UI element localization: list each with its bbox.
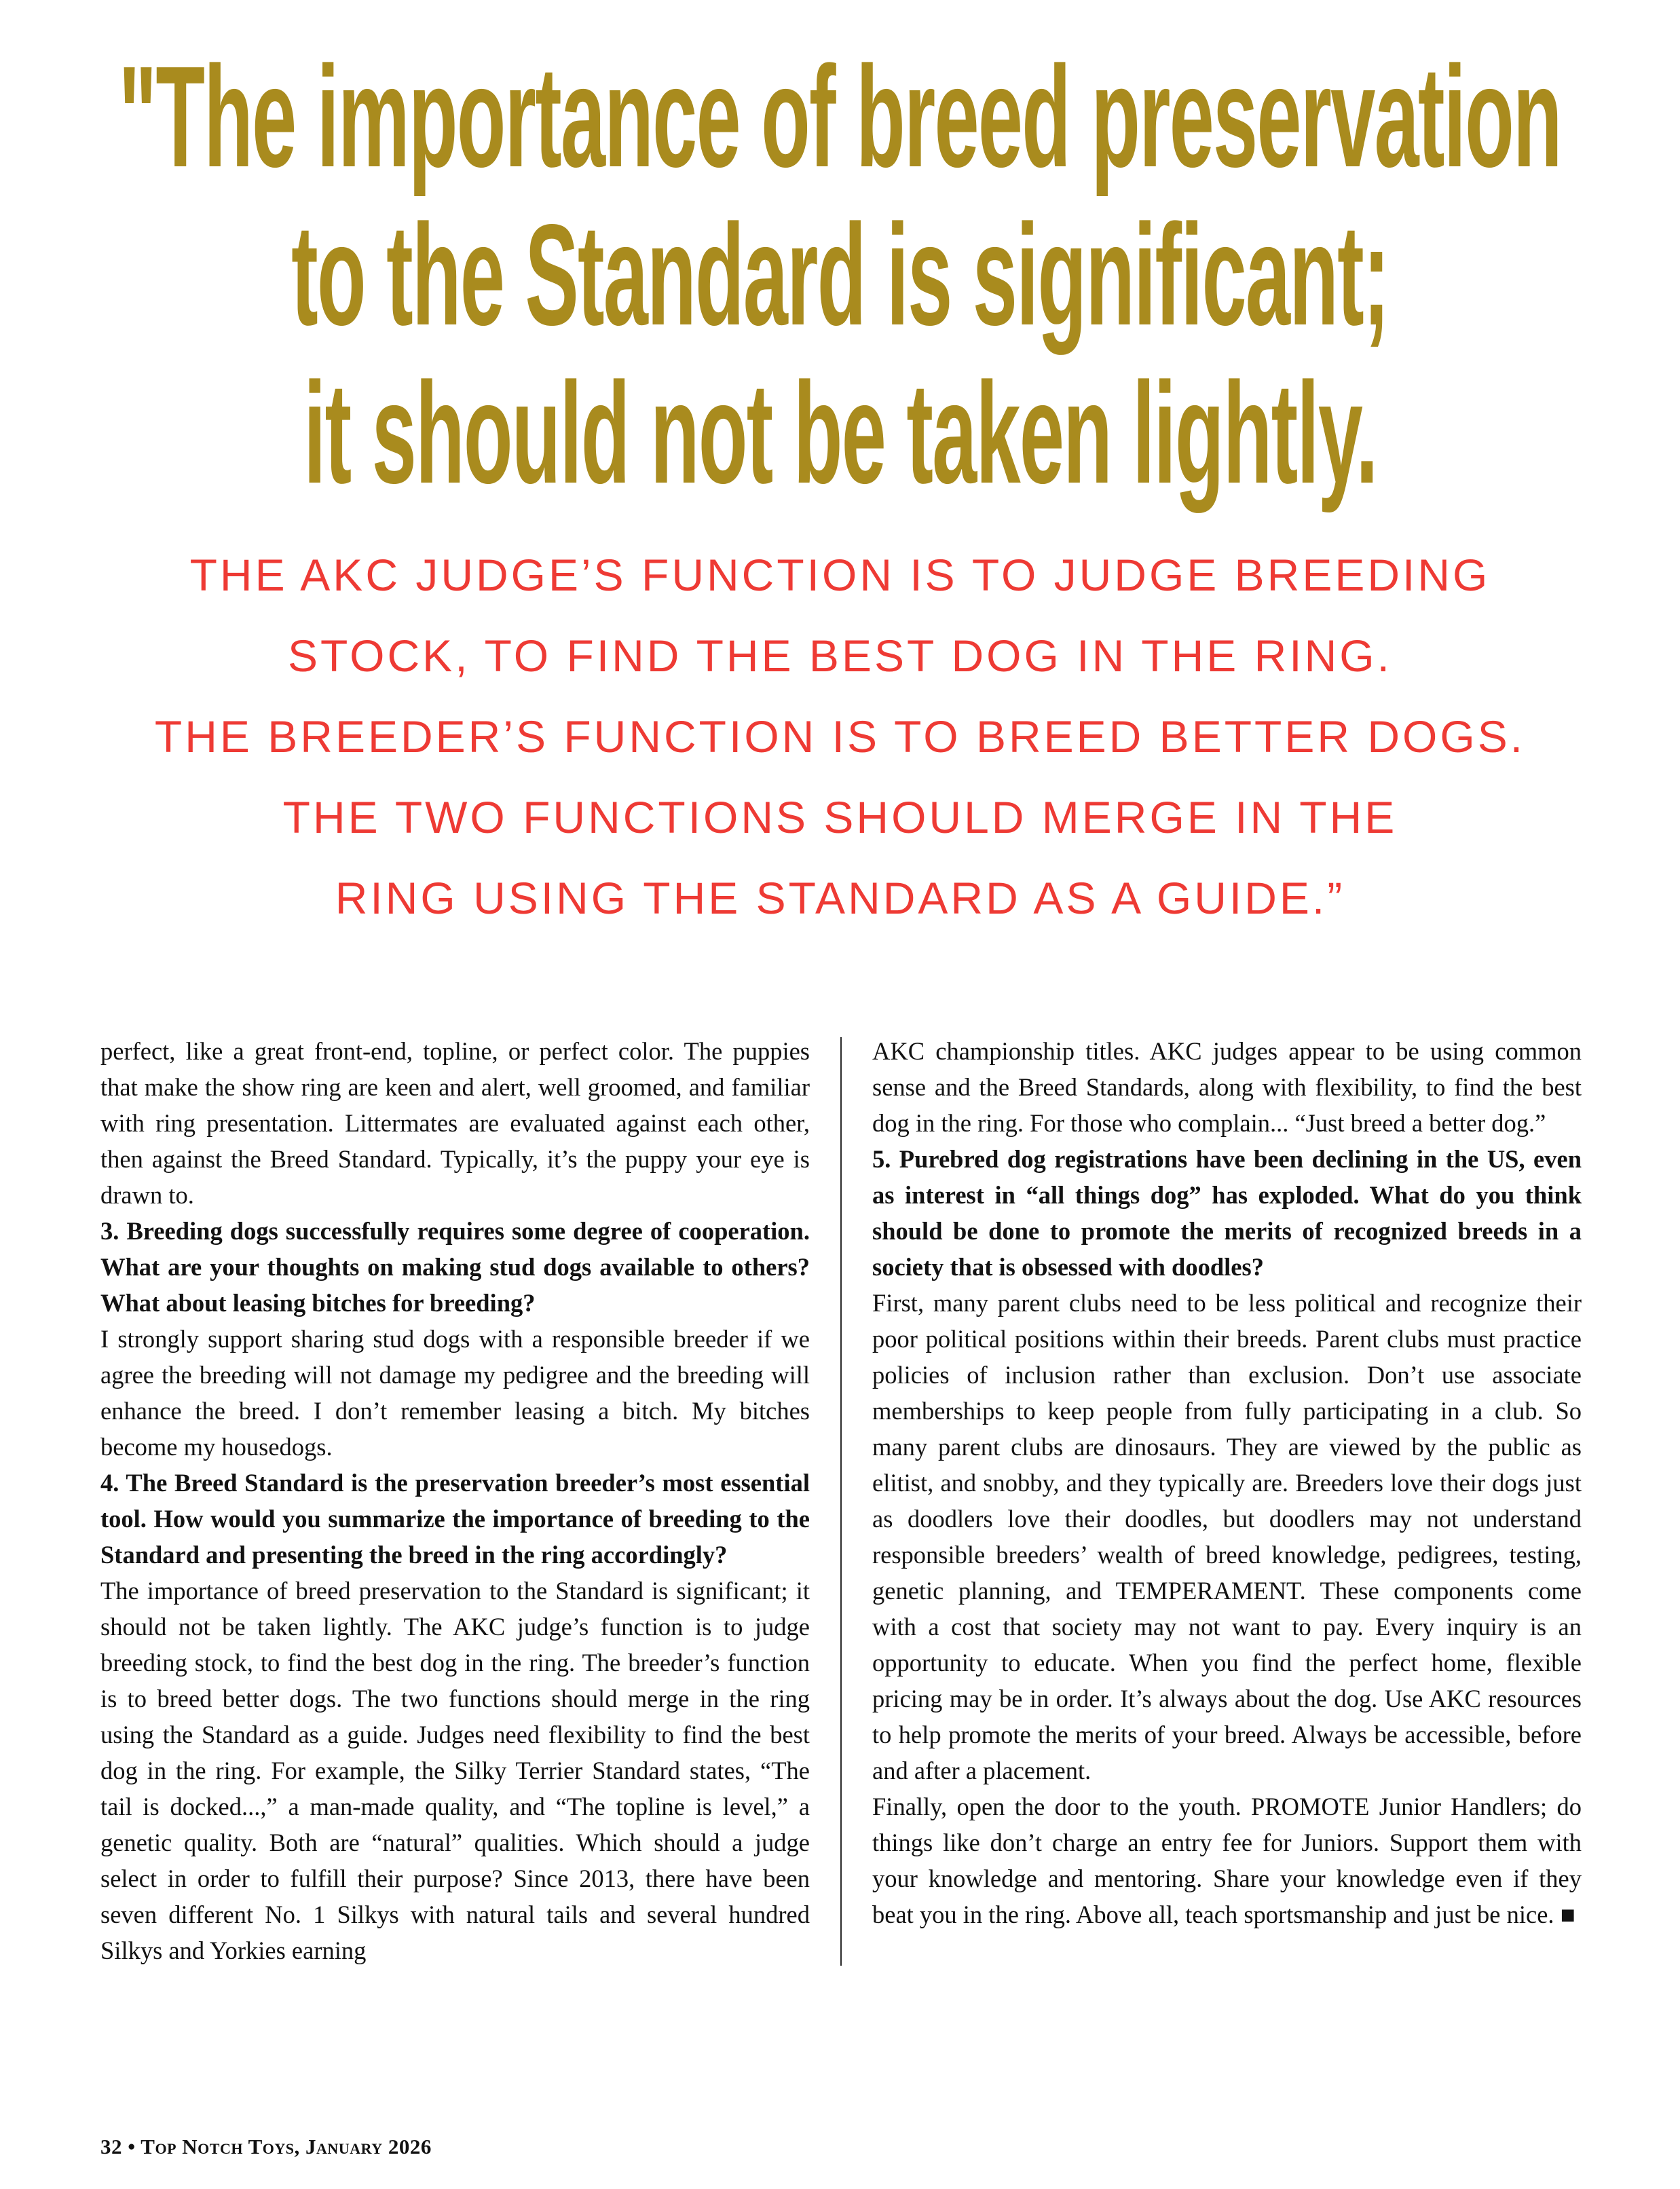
subhead-line: RING USING THE STANDARD AS A GUIDE.”: [335, 873, 1345, 923]
column-left: [100, 1033, 810, 1968]
subhead-line: STOCK, TO FIND THE BEST DOG IN THE RING.: [288, 631, 1392, 681]
subhead-quote: [0, 535, 1680, 939]
column-divider: [840, 1037, 842, 1966]
article-body: [100, 1033, 1582, 1968]
subhead-line: THE TWO FUNCTIONS SHOULD MERGE IN THE: [282, 792, 1398, 842]
paragraph: 4. The Breed Standard is the preservation breeder’s most essential tool. How would you summarize the importance of breeding to the Standard and presenting the breed in the ring accordingly?: [100, 1469, 810, 1569]
pull-quote-headline: [0, 37, 1680, 512]
headline-line: [0, 354, 1680, 512]
paragraph: perfect, like a great front-end, topline, or perfect color. The puppies that make the show ring are keen and alert, well groomed, and familiar with ring presentation. Littermates are evaluated against each other, then against the Breed Standard. Typically, it’s the puppy your eye is drawn to.: [100, 1037, 810, 1209]
page-footer: [100, 2135, 432, 2159]
paragraph: 3. Breeding dogs successfully requires some degree of cooperation. What are your thoughts on making stud dogs available to others? What about leasing bitches for breeding?: [100, 1217, 810, 1317]
paragraph: I strongly support sharing stud dogs with a responsible breeder if we agree the breeding will not damage my pedigree and the breeding will enhance the breed. I don’t remember leasing a bitch. My bitches become my housedogs.: [100, 1325, 810, 1461]
subhead-line: THE AKC JUDGE’S FUNCTION IS TO JUDGE BREEDING: [189, 550, 1491, 600]
paragraph: AKC championship titles. AKC judges appear to be using common sense and the Breed Standards, along with flexibility, to find the best dog in the ring. For those who complain... “Just breed a better dog.”: [872, 1037, 1582, 1137]
paragraph: Finally, open the door to the youth. PROMOTE Junior Handlers; do things like don’t charge an entry fee for Juniors. Support them with your knowledge and mentoring. Share your knowledge even if they beat you in the ring. Above all, teach sportsmanship and just be nice. ■: [872, 1793, 1582, 1928]
subhead-line: THE BREEDER’S FUNCTION IS TO BREED BETTER DOGS.: [154, 711, 1526, 762]
paragraph: 5. Purebred dog registrations have been declining in the US, even as interest in “all things dog” has exploded. What do you think should be done to promote the merits of recognized breeds in a society that is obsessed with doodles?: [872, 1145, 1582, 1281]
headline-line-text: it should not be taken lightly.: [303, 352, 1377, 513]
paragraph: First, many parent clubs need to be less political and recognize their poor political positions within their breeds. Parent clubs must practice policies of inclusion rather than exclusion. Don’t use associate memberships to keep people from fully participating in a club. So many parent clubs are dinosaurs. They are viewed by the public as elitist, and snobby, and they typically are. Breeders love their dogs just as doodlers love their doodles, but doodlers may not understand responsible breeders’ wealth of breed knowledge, pedigrees, testing, genetic planning, and TEMPERAMENT. These components come with a cost that society may not want to pay. Every inquiry is an opportunity to educate. When you find the perfect home, flexible pricing may be in order. It’s always about the dog. Use AKC resources to help promote the merits of your breed. Always be accessible, before and after a placement.: [872, 1289, 1582, 1784]
headline-line: [0, 195, 1680, 354]
paragraph: The importance of breed preservation to the Standard is significant; it should not be taken lightly. The AKC judge’s function is to judge breeding stock, to find the best dog in the ring. The breeder’s function is to breed better dogs. The two functions should merge in the ring using the Standard as a guide. Judges need flexibility to find the best dog in the ring. For example, the Silky Terrier Standard states, “The tail is docked...,” a man-made quality, and “The topline is level,” a genetic quality. Both are “natural” qualities. Which should a judge select in order to fulfill their purpose? Since 2013, there have been seven different No. 1 Silkys with natural tails and several hundred Silkys and Yorkies earning: [100, 1577, 810, 1964]
headline-line-text: to the Standard is significant;: [291, 193, 1389, 355]
headline-line: [0, 37, 1680, 195]
column-right: [872, 1033, 1582, 1968]
headline-line-text: "The importance of breed preservation: [118, 35, 1562, 197]
folio-text: 32 • Top Notch Toys, January 2026: [100, 2135, 432, 2158]
